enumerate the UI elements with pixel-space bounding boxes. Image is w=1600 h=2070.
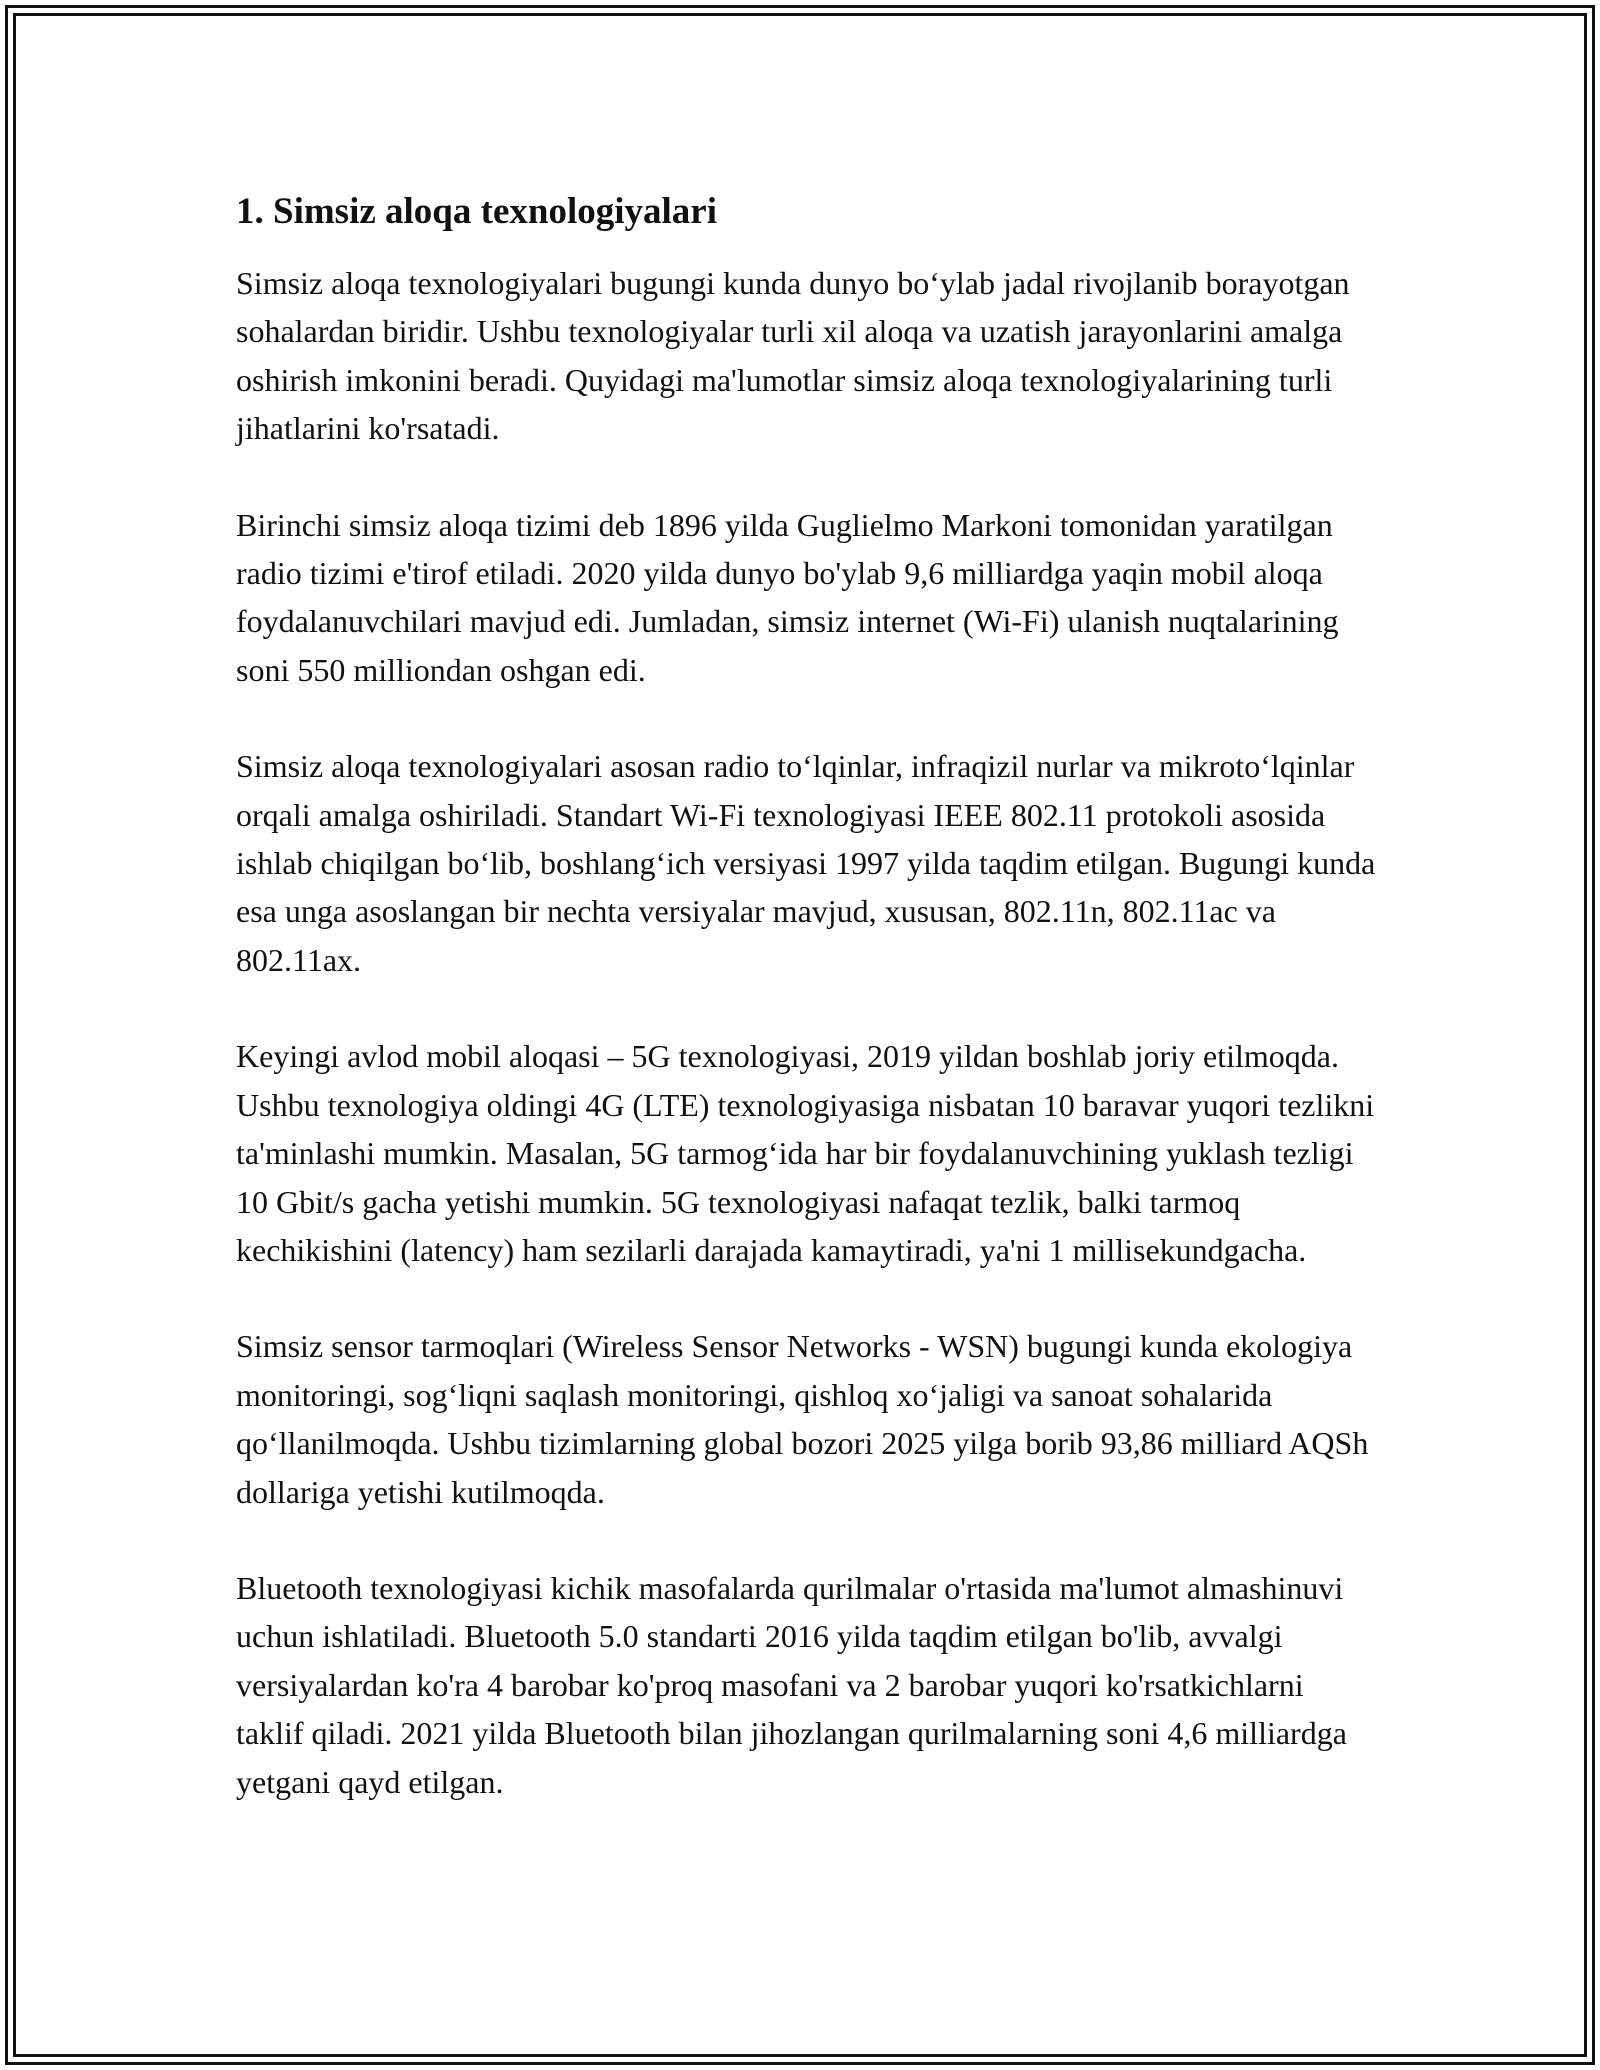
- paragraph-bluetooth: Bluetooth texnologiyasi kichik masofalarda qurilmalar o'rtasida ma'lumot almashinuvi uchun ishlatiladi. Bluetooth 5.0 standarti 2016 yilda taqdim etilgan bo'lib, avvalgi versiyalardan ko'ra 4 barobar ko'proq masofani va 2 barobar yuqori ko'rsatkichlarni taklif qiladi. 2021 yilda Bluetooth bilan jihozlangan qurilmalarning soni 4,6 milliardga yetgani qayd etilgan.: [236, 1569, 1347, 1800]
- document-body: [236, 185, 1376, 1854]
- paragraph-wsn: Simsiz sensor tarmoqlari (Wireless Sensor Networks - WSN) bugungi kunda ekologiya monitoringi, sogʻliqni saqlash monitoringi, qishloq xoʻjaligi va sanoat sohalarida qoʻllanilmoqda. Ushbu tizimlarning global bozori 2025 yilga borib 93,86 milliard AQSh dollariga yetishi kutilmoqda.: [236, 1328, 1369, 1510]
- paragraph-wifi: Simsiz aloqa texnologiyalari asosan radio toʻlqinlar, infraqizil nurlar va mikrotoʻlqinlar orqali amalga oshiriladi. Standart Wi-Fi texnologiyasi IEEE 802.11 protokoli asosida ishlab chiqilgan boʻlib, boshlangʻich versiyasi 1997 yilda taqdim etilgan. Bugungi kunda esa unga asoslangan bir nechta versiyalar mavjud, xususan, 802.11n, 802.11ac va 802.11ax.: [236, 748, 1376, 978]
- paragraph-history: Birinchi simsiz aloqa tizimi deb 1896 yilda Guglielmo Markoni tomonidan yaratilgan radio tizimi e'tirof etiladi. 2020 yilda dunyo bo'ylab 9,6 milliardga yaqin mobil aloqa foydalanuvchilari mavjud edi. Jumladan, simsiz internet (Wi-Fi) ulanish nuqtalarining soni 550 milliondan oshgan edi.: [236, 506, 1339, 688]
- section-heading: 1. Simsiz aloqa texnologiyalari: [236, 191, 717, 232]
- paragraph-5g: Keyingi avlod mobil aloqasi – 5G texnologiyasi, 2019 yildan boshlab joriy etilmoqda. Ushbu texnologiya oldingi 4G (LTE) texnologiyasiga nisbatan 10 baravar yuqori tezlikni ta'minlashi mumkin. Masalan, 5G tarmogʻida har bir foydalanuvchining yuklash tezligi 10 Gbit/s gacha yetishi mumkin. 5G texnologiyasi nafaqat tezlik, balki tarmoq kechikishini (latency) ham sezilarli darajada kamaytiradi, ya'ni 1 millisekundgacha.: [236, 1038, 1375, 1268]
- paragraph-intro: Simsiz aloqa texnologiyalari bugungi kunda dunyo boʻylab jadal rivojlanib borayotgan sohalardan biridir. Ushbu texnologiyalar turli xil aloqa va uzatish jarayonlarini amalga oshirish imkonini beradi. Quyidagi ma'lumotlar simsiz aloqa texnologiyalarining turli jihatlarini ko'rsatadi.: [236, 265, 1350, 447]
